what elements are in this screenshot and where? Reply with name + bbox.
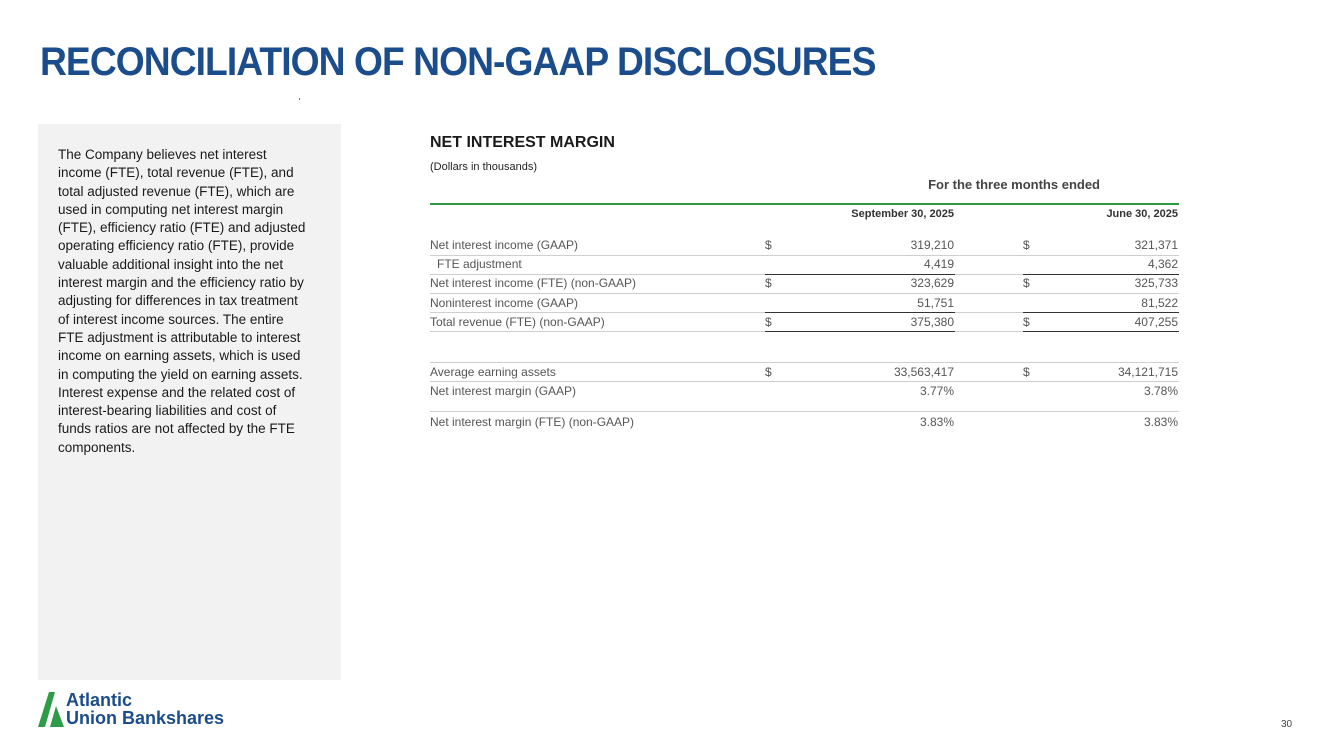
sidebar-description: The Company believes net interest income (FTE), total revenue (FTE), and total adjusted revenue (FTE), which are used in computing net interest margin (FTE), efficiency ratio (FTE) and adjusted operating efficiency ratio (FTE), provide valuable additional insight into the net interest margin and the efficiency ratio by adjusting for differences in tax treatment of interest income sources. The entire FTE adjustment is attributable to interest income on earning assets, which is used in computing the yield on earning assets. Interest expense and the related cost of interest-bearing liabilities and cost of funds ratios are not affected by the FTE components. — [58, 147, 306, 455]
total-rule — [765, 331, 955, 332]
header-rule — [430, 203, 1179, 205]
logo-line-1: Atlantic — [66, 690, 133, 710]
value-jun: 407,255 — [1134, 315, 1178, 329]
row-label: Noninterest income (GAAP) — [430, 296, 579, 310]
value-jun: 3.78% — [1143, 384, 1178, 398]
row-label: Net interest margin (FTE) (non-GAAP) — [430, 415, 635, 429]
period-header: For the three months ended — [928, 177, 1100, 192]
sidebar-panel — [38, 124, 341, 680]
value-sep: 3.83% — [919, 415, 954, 429]
currency-symbol: $ — [1023, 238, 1030, 252]
row-label: Average earning assets — [430, 365, 556, 379]
table-row — [430, 274, 1179, 293]
value-sep: 323,629 — [910, 276, 954, 290]
table-title: NET INTEREST MARGIN — [430, 134, 615, 151]
row-divider — [955, 331, 1023, 332]
table-row — [430, 363, 1179, 382]
table-subtitle: (Dollars in thousands) — [430, 161, 537, 173]
currency-symbol: $ — [765, 365, 772, 379]
slide-title: RECONCILIATION OF NON-GAAP DISCLOSURES — [40, 40, 876, 84]
currency-symbol: $ — [1023, 365, 1030, 379]
table-row — [430, 255, 1179, 274]
page-number: 30 — [1281, 719, 1293, 730]
currency-symbol: $ — [1023, 315, 1030, 329]
currency-symbol: $ — [765, 276, 772, 290]
row-label: FTE adjustment — [437, 257, 522, 271]
logo-line-2: Union Bankshares — [66, 708, 225, 728]
table-row — [430, 236, 1179, 255]
table-row — [430, 382, 1179, 401]
table-row — [430, 413, 1179, 432]
currency-symbol: $ — [1023, 276, 1030, 290]
value-jun: 81,522 — [1141, 296, 1178, 310]
table-row — [430, 313, 1179, 332]
total-rule — [1023, 331, 1179, 332]
value-sep: 51,751 — [917, 296, 954, 310]
divider-mark — [299, 98, 300, 100]
row-label: Net interest income (GAAP) — [430, 238, 579, 252]
value-jun: 321,371 — [1134, 238, 1178, 252]
value-sep: 3.77% — [919, 384, 954, 398]
currency-symbol: $ — [765, 315, 772, 329]
value-sep: 4,419 — [923, 257, 954, 271]
row-divider — [430, 411, 1179, 412]
column-header-jun-2025: June 30, 2025 — [1106, 208, 1178, 220]
value-sep: 319,210 — [910, 238, 954, 252]
company-logo — [38, 691, 268, 731]
table-row — [430, 294, 1179, 313]
row-label: Total revenue (FTE) (non-GAAP) — [430, 315, 605, 329]
logo-mark-icon — [38, 692, 64, 728]
currency-symbol: $ — [765, 238, 772, 252]
value-jun: 4,362 — [1147, 257, 1178, 271]
value-jun: 34,121,715 — [1117, 365, 1178, 379]
row-divider — [430, 331, 765, 332]
value-sep: 33,563,417 — [893, 365, 954, 379]
logo-wordmark — [66, 691, 224, 727]
value-jun: 325,733 — [1134, 276, 1178, 290]
row-label: Net interest income (FTE) (non-GAAP) — [430, 276, 637, 290]
value-sep: 375,380 — [910, 315, 954, 329]
row-label: Net interest margin (GAAP) — [430, 384, 577, 398]
column-header-sep-2025: September 30, 2025 — [851, 208, 954, 220]
value-jun: 3.83% — [1143, 415, 1178, 429]
